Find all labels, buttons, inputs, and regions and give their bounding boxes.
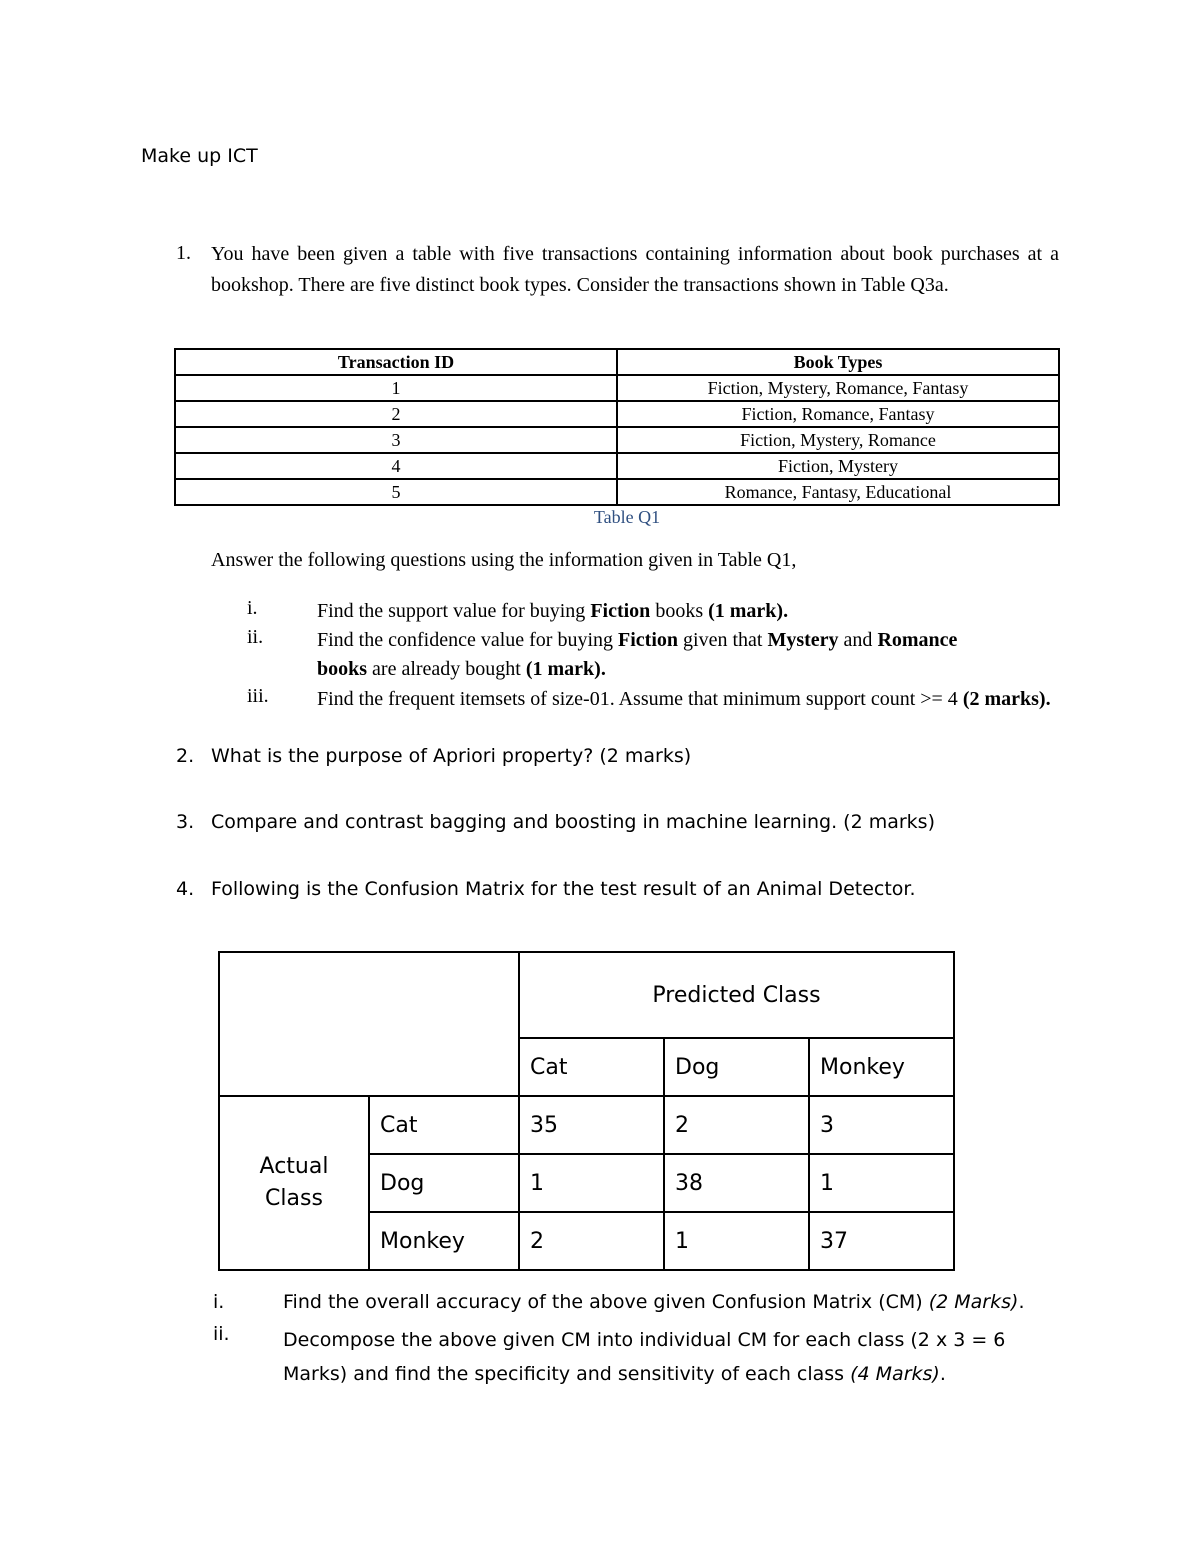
subquestion-1-ii-number: ii.	[247, 626, 264, 648]
cell-transaction-id: 3	[175, 427, 617, 453]
table-row	[175, 453, 1059, 479]
question-1-intro: Answer the following questions using the information given in Table Q1,	[211, 549, 797, 571]
table-caption: Table Q1	[593, 507, 661, 527]
actual-class-cat: Cat	[369, 1096, 519, 1154]
column-header-transaction-id: Transaction ID	[175, 349, 617, 375]
cell-transaction-id: 4	[175, 453, 617, 479]
subquestion-1-iii-text: Find the frequent itemsets of size-01. Assume that minimum support count >= 4 (2 marks).	[317, 688, 1051, 710]
matrix-cell: 35	[519, 1096, 664, 1154]
matrix-cell: 1	[519, 1154, 664, 1212]
cell-book-types: Fiction, Mystery, Romance, Fantasy	[617, 375, 1059, 401]
question-3-number: 3.	[176, 811, 195, 833]
column-header-book-types: Book Types	[617, 349, 1059, 375]
question-2-text: What is the purpose of Apriori property? (2 marks)	[211, 745, 692, 767]
matrix-cell: 38	[664, 1154, 809, 1212]
subquestion-4-i-text: Find the overall accuracy of the above given Confusion Matrix (CM) (2 Marks).	[283, 1291, 1025, 1313]
table-row	[175, 427, 1059, 453]
predicted-class-cat: Cat	[519, 1038, 664, 1096]
table-header-row	[175, 349, 1059, 375]
subquestion-4-i-number: i.	[213, 1291, 225, 1313]
question-2-number: 2.	[176, 745, 195, 767]
matrix-corner-cell	[219, 952, 519, 1096]
matrix-cell: 2	[664, 1096, 809, 1154]
predicted-class-header: Predicted Class	[519, 952, 954, 1038]
question-4-number: 4.	[176, 878, 195, 900]
subquestion-1-i-number: i.	[247, 597, 258, 619]
matrix-cell: 37	[809, 1212, 954, 1270]
transactions-table	[174, 348, 1060, 506]
question-1-text: You have been given a table with five transactions containing information about book purchases at a bookshop. There are five distinct book types. Consider the transactions shown in Table Q3a.	[211, 243, 1059, 296]
subquestion-1-i-text: Find the support value for buying Fiction books (1 mark).	[317, 600, 789, 622]
table-row	[175, 375, 1059, 401]
subquestion-4-ii-text: Decompose the above given CM into individual CM for each class (2 x 3 = 6 Marks) and find the specificity and sensitivity of each class (4 Marks).	[283, 1329, 1006, 1385]
subquestion-4-ii-number: ii.	[213, 1323, 230, 1345]
cell-transaction-id: 1	[175, 375, 617, 401]
predicted-class-dog: Dog	[664, 1038, 809, 1096]
actual-class-monkey: Monkey	[369, 1212, 519, 1270]
cell-book-types: Fiction, Mystery	[617, 453, 1059, 479]
matrix-cell: 2	[519, 1212, 664, 1270]
cell-transaction-id: 2	[175, 401, 617, 427]
actual-class-dog: Dog	[369, 1154, 519, 1212]
cell-book-types: Romance, Fantasy, Educational	[617, 479, 1059, 505]
page-title: Make up ICT	[141, 145, 258, 167]
confusion-matrix	[218, 951, 955, 1271]
actual-class-header: Actual Class	[219, 1096, 369, 1270]
table-row	[175, 479, 1059, 505]
question-3-text: Compare and contrast bagging and boosting in machine learning. (2 marks)	[211, 811, 935, 833]
predicted-class-monkey: Monkey	[809, 1038, 954, 1096]
cell-book-types: Fiction, Romance, Fantasy	[617, 401, 1059, 427]
table-row	[175, 401, 1059, 427]
matrix-cell: 3	[809, 1096, 954, 1154]
subquestion-1-ii-text: Find the confidence value for buying Fiction given that Mystery and Romance books are already bought (1 mark).	[317, 629, 958, 680]
cell-book-types: Fiction, Mystery, Romance	[617, 427, 1059, 453]
cell-transaction-id: 5	[175, 479, 617, 505]
matrix-cell: 1	[664, 1212, 809, 1270]
matrix-cell: 1	[809, 1154, 954, 1212]
question-1-number: 1.	[176, 242, 191, 264]
subquestion-1-iii-number: iii.	[247, 685, 269, 707]
question-4-text: Following is the Confusion Matrix for the test result of an Animal Detector.	[211, 878, 916, 900]
